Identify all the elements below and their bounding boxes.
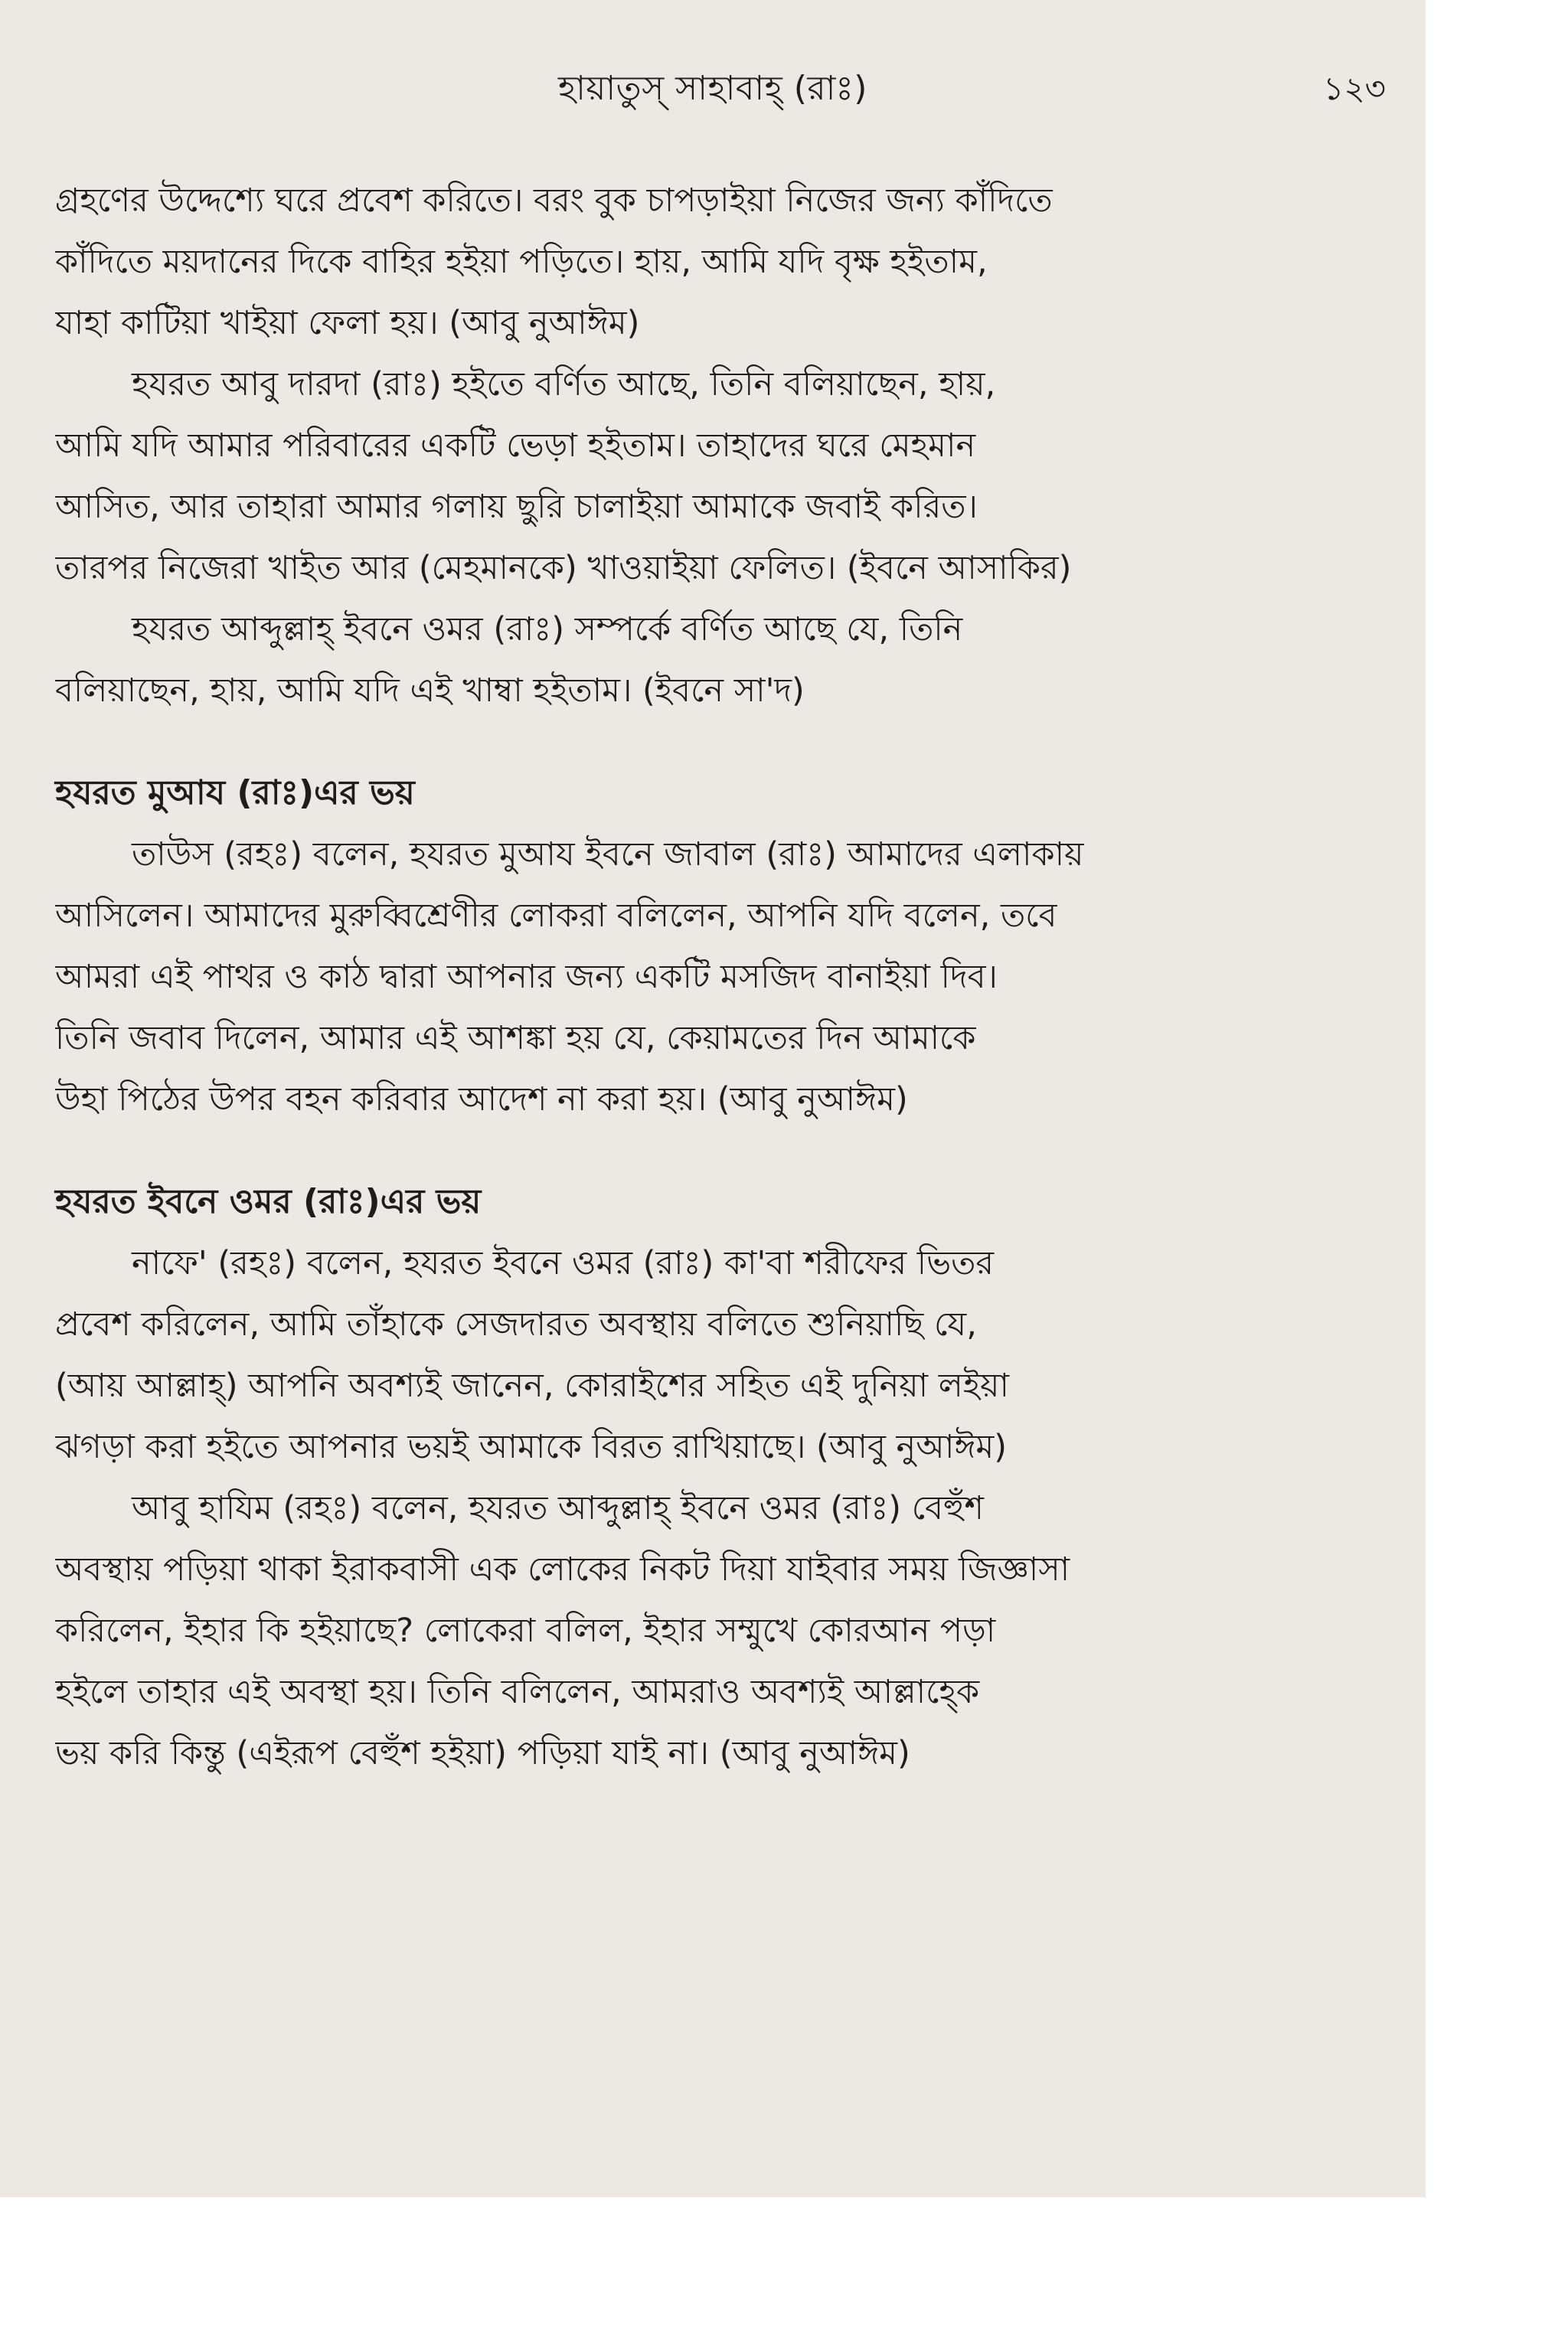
paragraph-continuation — [55, 170, 1403, 354]
text-line: হইলে তাহার এই অবস্থা হয়। তিনি বলিলেন, আমরাও অবশ্যই আল্লাহ্কে — [55, 1673, 980, 1711]
text-line: গ্রহণের উদ্দেশ্যে ঘরে প্রবেশ করিতে। বরং বুক চাপড়াইয়া নিজের জন্য কাঁদিতে — [55, 181, 1053, 220]
text-line: তিনি জবাব দিলেন, আমার এই আশঙ্কা হয় যে, কেয়ামতের দিন আমাকে — [55, 1019, 976, 1057]
text-line: প্রবেশ করিলেন, আমি তাঁহাকে সেজদারত অবস্থায় বলিতে শুনিয়াছি যে, — [55, 1305, 977, 1344]
section-heading: হযরত মুআয (রাঃ)এর ভয় — [55, 773, 415, 812]
text-line: আমরা এই পাথর ও কাঠ দ্বারা আপনার জন্য একটি মসজিদ বানাইয়া দিব। — [55, 958, 998, 996]
text-line: যাহা কাটিয়া খাইয়া ফেলা হয়। (আবু নুআঈম) — [55, 304, 640, 342]
text-line: কাঁদিতে ময়দানের দিকে বাহির হইয়া পড়িতে। হায়, আমি যদি বৃক্ষ হইতাম, — [55, 243, 988, 281]
text-line: আসিলেন। আমাদের মুরুব্বিশ্রেণীর লোকরা বলিলেন, আপনি যদি বলেন, তবে — [55, 897, 1057, 935]
section-muadh — [55, 763, 1403, 1130]
section-heading: হযরত ইবনে ওমর (রাঃ)এর ভয় — [55, 1182, 482, 1221]
text-line: ভয় করি কিন্তু (এইরূপ বেহুঁশ হইয়া) পড়িয়া যাই না। (আবু নুআঈম) — [55, 1734, 910, 1772]
text-line: বলিয়াছেন, হায়, আমি যদি এই খাম্বা হইতাম। (ইবনে সা'দ) — [55, 671, 805, 710]
paragraph-abu-darda — [55, 354, 1403, 599]
text-line: আসিত, আর তাহারা আমার গলায় ছুরি চালাইয়া আমাকে জবাই করিত। — [55, 488, 978, 526]
page-body — [55, 170, 1403, 1784]
text-line: উহা পিঠের উপর বহন করিবার আদেশ না করা হয়। (আবু নুআঈম) — [55, 1080, 908, 1119]
text-line: তাউস (রহঃ) বলেন, হযরত মুআয ইবনে জাবাল (রাঃ) আমাদের এলাকায় — [132, 835, 1084, 874]
running-title: হায়াতুস্ সাহাবাহ্ (রাঃ) — [558, 69, 867, 108]
text-line: ঝগড়া করা হইতে আপনার ভয়ই আমাকে বিরত রাখিয়াছে। (আবু নুআঈম) — [55, 1428, 1008, 1466]
page-number: ১২৩ — [1323, 70, 1386, 107]
section-ibn-umar — [55, 1171, 1403, 1784]
text-line: অবস্থায় পড়িয়া থাকা ইরাকবাসী এক লোকের নিকট দিয়া যাইবার সময় জিজ্ঞাসা — [55, 1550, 1070, 1589]
text-line: হযরত আবু দারদা (রাঃ) হইতে বর্ণিত আছে, তিনি বলিয়াছেন, হায়, — [132, 365, 996, 403]
text-line: তারপর নিজেরা খাইত আর (মেহমানকে) খাওয়াইয়া ফেলিত। (ইবনে আসাকির) — [55, 549, 1072, 587]
text-line: আমি যদি আমার পরিবারের একটি ভেড়া হইতাম। তাহাদের ঘরে মেহমান — [55, 426, 976, 465]
text-line: আবু হাযিম (রহঃ) বলেন, হযরত আব্দুল্লাহ্ ইবনে ওমর (রাঃ) বেহুঁশ — [132, 1489, 984, 1527]
text-line: (আয় আল্লাহ্) আপনি অবশ্যই জানেন, কোরাইশের সহিত এই দুনিয়া লইয়া — [55, 1367, 1009, 1405]
paragraph-ibn-umar — [55, 599, 1403, 721]
page-header — [0, 66, 1426, 112]
text-line: হযরত আব্দুল্লাহ্ ইবনে ওমর (রাঃ) সম্পর্কে বর্ণিত আছে যে, তিনি — [132, 610, 963, 648]
text-line: নাফে' (রহঃ) বলেন, হযরত ইবনে ওমর (রাঃ) কা'বা শরীফের ভিতর — [132, 1244, 995, 1282]
text-line: করিলেন, ইহার কি হইয়াছে? লোকেরা বলিল, ইহার সম্মুখে কোরআন পড়া — [55, 1612, 996, 1650]
